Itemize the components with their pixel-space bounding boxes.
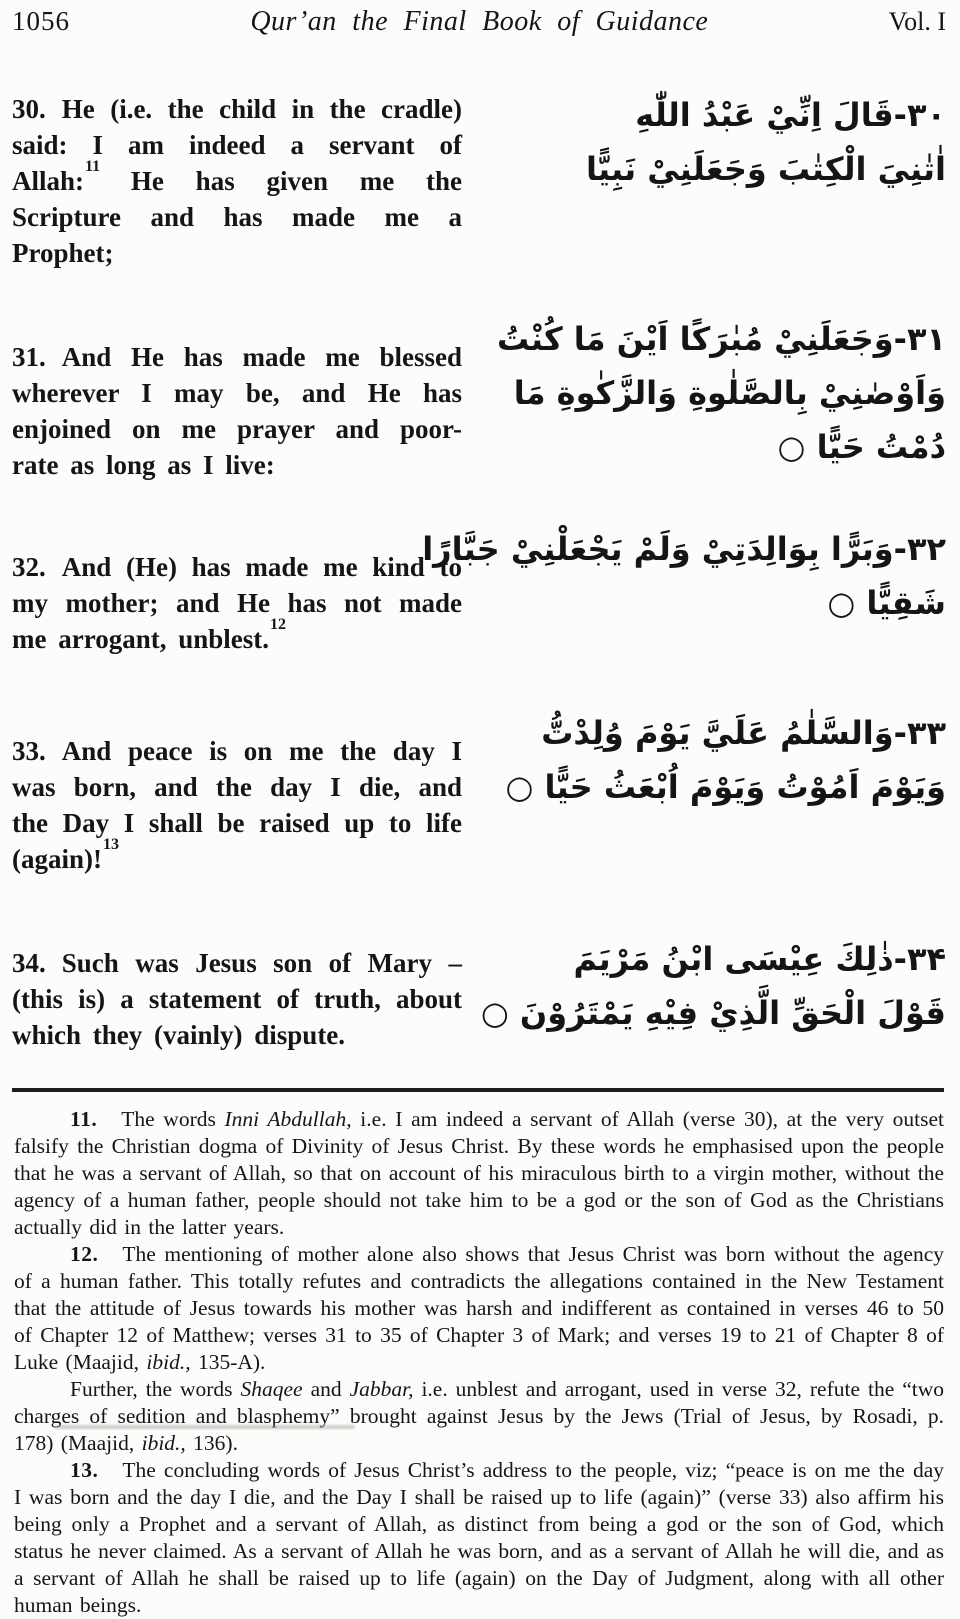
page-number: 1056 [12,6,70,36]
verse-31-number: 31. [12,342,46,372]
footnote-ref-13: 13 [103,836,119,853]
arabic-line: ۳۴-ذٰلِكَ عِيْسَى ابْنُ مَرْيَمَ [573,940,946,978]
verse-33-number: 33. [12,736,46,766]
verse-30-english [12,91,462,271]
verse-34-number: 34. [12,948,46,978]
verse-31-arabic [498,312,948,510]
arabic-line: ۳۰-قَالَ اِنِّيْ عَبْدُ اللّٰهِ [635,96,946,134]
verse-row-32 [12,522,948,684]
arabic-line: دُمْتُ حَيًّا ○ [777,428,946,466]
footnote-13-number: 13. [70,1458,99,1482]
footnote-11-italic: Inni Abdullah, [224,1107,352,1131]
footnote-12-text: The mentioning of mother alone also shows that Jesus Christ was born without the agency of a human father. This totally refutes and contradicts the allegations contained in the New Testament that the attitude of Jesus towards his mother was harsh and indifferent as contained in verses 46 to 50 of Chapter 12 of Matthew; verses 31 to 35 of Chapter 3 of Mark; and verses 19 to 21 of Chapter 8 of Luke (Maajid, [14,1242,944,1374]
footnote-13 [14,1457,944,1619]
arabic-line: ۳۲-وَبَرًّا بِوَالِدَتِيْ وَلَمْ يَجْعَلْنِيْ جَبَّارًا [422,530,946,568]
arabic-line: ۳۳-وَالسَّلٰمُ عَلَيَّ يَوْمَ وُلِدْتُّ [541,714,946,752]
footnote-further-text: Further, the words [70,1377,241,1401]
book-title: Qur’an the Final Book of Guidance [250,6,709,37]
verse-32-text: And (He) has made me kind to my mother; and He has not made me arrogant, unblest. [12,552,462,654]
verse-row-33 [12,706,948,904]
verse-row-31 [12,312,948,510]
footnote-ref-12: 12 [270,616,286,633]
verse-32-number: 32. [12,552,46,582]
footnote-further-italic-2: Jabbar, [349,1377,414,1401]
verse-30-arabic [498,64,948,298]
footnote-11-text: The words [121,1107,225,1131]
footnote-ref-11: 11 [85,158,101,175]
arabic-line: ۳۱-وَجَعَلَنِيْ مُبٰرَكًا اَيْنَ مَا كُنْتُ [497,320,946,358]
verse-32-arabic [422,522,948,684]
footnote-12 [14,1241,944,1376]
arabic-line: وَيَوْمَ اَمُوْتُ وَيَوْمَ اُبْعَثُ حَيًّا ○ [505,768,946,806]
footnote-further-text-2: and [302,1377,350,1401]
verse-34-arabic [480,918,948,1080]
verse-32-english [12,549,462,657]
verse-row-30 [12,64,948,298]
verse-30-number: 30. [12,94,46,124]
verse-34-text: Such was Jesus son of Mary – (this is) a statement of truth, about which they (vainly) dispute. [12,948,462,1050]
volume-label: Vol. I [888,7,946,36]
verse-30-text: He (i.e. the child in the cradle) said: I am indeed a servant of Allah: [12,94,462,196]
page-header [12,4,948,38]
footnote-further-italic-1: Shaqee [240,1377,303,1401]
verse-30-text-cont: He has given me the Scripture and has made me a Prophet; [12,166,462,268]
verse-34-english [12,945,462,1053]
footnote-11-text-cont: i.e. I am indeed a servant of Allah (verse 30), at the very outset falsify the Christian dogma of Divinity of Jesus Christ. By these words he emphasised upon the people that he was a servant of Allah, so that on account of his miraculous birth to a virgin mother, without the agency of a human father, people should not take him to be a god or the son of God as the Christians actually did in the latter years. [14,1107,944,1239]
verse-section [12,38,948,1080]
footnote-11 [14,1106,944,1241]
arabic-line: شَقِيًّا ○ [827,584,946,622]
footnotes-section [12,1106,948,1619]
verse-33-text: And peace is on me the day I was born, and the day I die, and the Day I shall be raised up to life (again)! [12,736,462,874]
footnote-further-text-4: 136). [185,1431,238,1455]
footnote-12-text-cont: 135-A). [190,1350,266,1374]
footnote-12-further [14,1376,944,1457]
footnote-11-number: 11. [70,1107,98,1131]
arabic-line: قَوْلَ الْحَقِّ الَّذِيْ فِيْهِ يَمْتَرُوْنَ ○ [480,994,946,1032]
footnote-further-italic-3: ibid., [141,1431,186,1455]
verse-33-arabic [498,706,948,904]
footnote-12-italic: ibid., [146,1350,191,1374]
footnote-separator-rule [12,1088,944,1092]
footnote-13-text: The concluding words of Jesus Christ’s address to the people, viz; “peace is on me the day I was born and the day I die, and the Day I shall be raised up to life (again)” (verse 33) also affirm his being only a Prophet and a servant of Allah, as distinct from being a god or the son of God, which status he never claimed. As a servant of Allah he was born, and as a servant of Allah he will die, and as a servant of Allah he shall be raised up to life (again) on the Day of Judgment, along with all other human beings. [14,1458,944,1617]
arabic-line: وَاَوْصٰنِيْ بِالصَّلٰوةِ وَالزَّكٰوةِ مَا [513,374,946,412]
verse-31-english [12,339,462,483]
footnote-12-number: 12. [70,1242,99,1266]
arabic-line: اٰتٰنِيَ الْكِتٰبَ وَجَعَلَنِيْ نَبِيًّا [585,150,946,188]
verse-33-english [12,733,462,877]
footnote-further-text-3: i.e. unblest and arrogant, used in verse 32, refute the “two charges of sedition and blasphemy” brought against Jesus by the Jews (Trial of Jesus, by Rosadi, p. 178) (Maajid, [14,1377,944,1455]
verse-31-text: And He has made me blessed wherever I may be, and He has enjoined on me prayer and poor-rate as long as I live: [12,342,462,480]
verse-row-34 [12,918,948,1080]
scan-artifact [55,1425,355,1429]
